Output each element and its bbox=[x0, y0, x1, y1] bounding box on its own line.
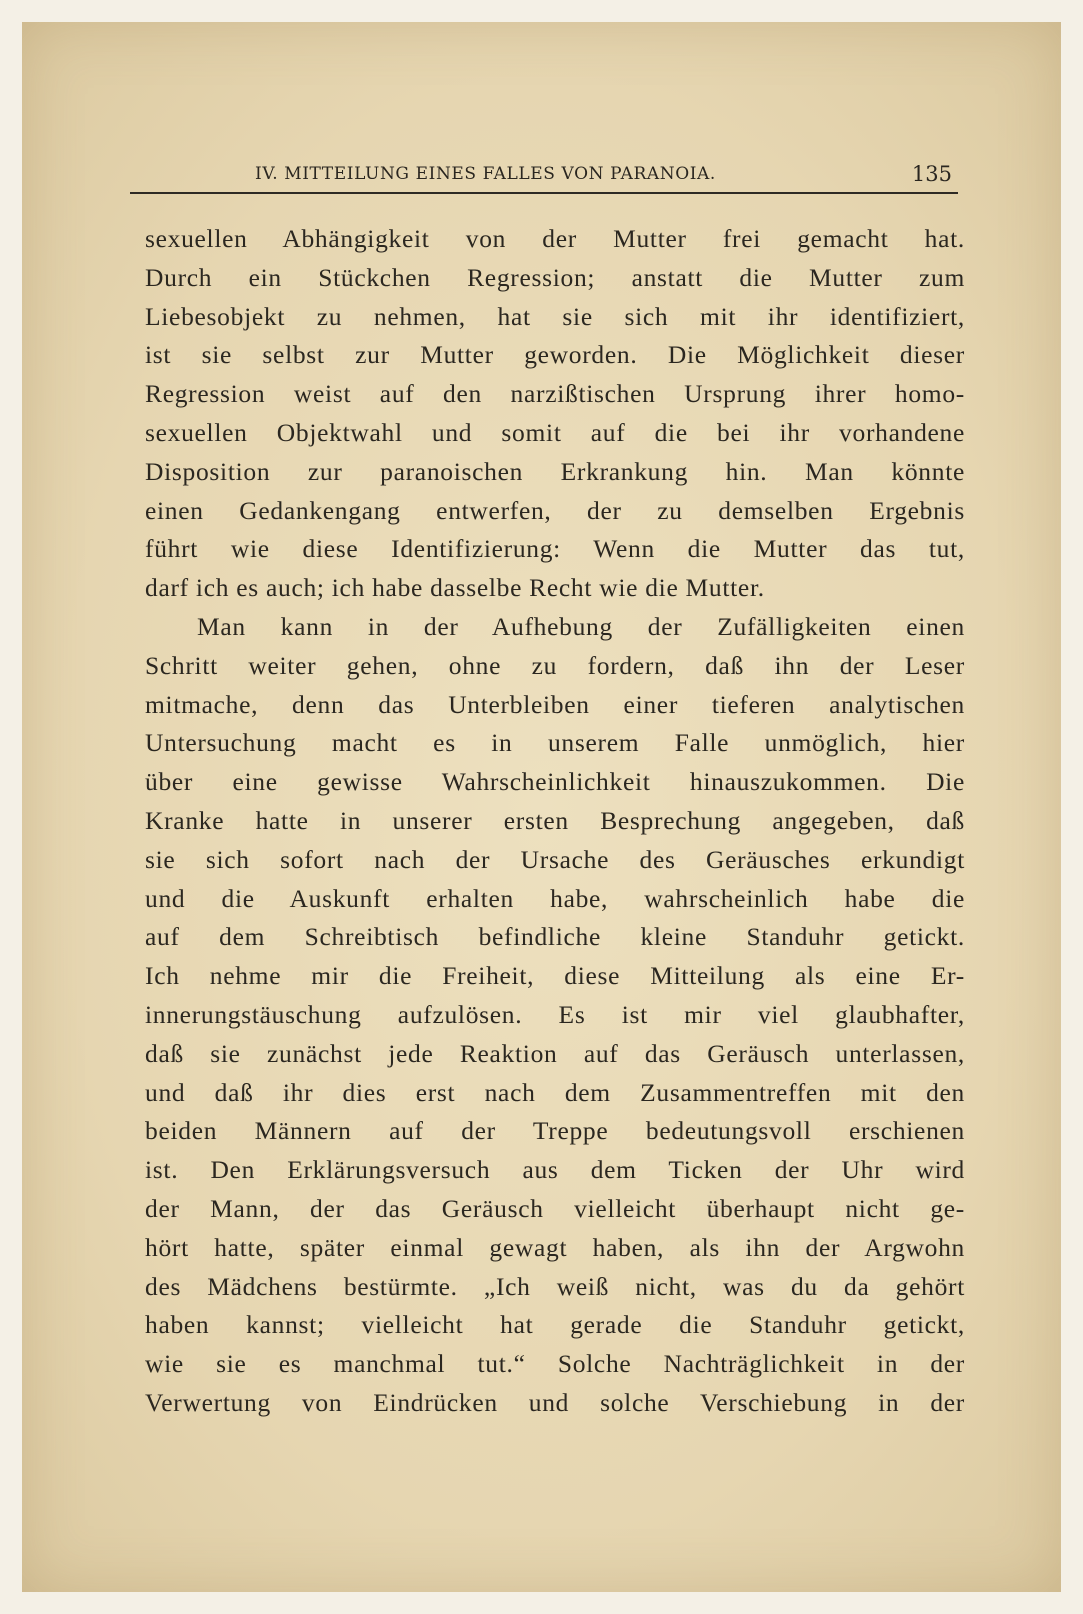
text-line: sie sich sofort nach der Ursache des Geräusches erkundigt bbox=[145, 844, 965, 874]
book-page bbox=[22, 22, 1061, 1592]
text-line: Disposition zur paranoischen Erkrankung hin. Man könnte bbox=[145, 456, 965, 486]
text-line: ist sie selbst zur Mutter geworden. Die Möglichkeit dieser bbox=[145, 340, 965, 370]
text-line: und daß ihr dies erst nach dem Zusammentreffen mit den bbox=[145, 1077, 965, 1107]
text-line: Ich nehme mir die Freiheit, diese Mitteilung als eine Er- bbox=[145, 961, 965, 991]
page-number: 135 bbox=[911, 162, 952, 186]
text-line: Verwertung von Eindrücken und solche Verschiebung in der bbox=[145, 1387, 965, 1417]
text-line: führt wie diese Identifizierung: Wenn die Mutter das tut, bbox=[145, 534, 965, 564]
text-line: über eine gewisse Wahrscheinlichkeit hinauszukommen. Die bbox=[145, 767, 965, 797]
text-line: haben kannst; vielleicht hat gerade die Standuhr getickt, bbox=[145, 1310, 965, 1340]
text-line: sexuellen Objektwahl und somit auf die bei ihr vorhandene bbox=[145, 417, 965, 447]
text-line: beiden Männern auf der Treppe bedeutungsvoll erschienen bbox=[145, 1116, 965, 1146]
text-line: wie sie es manchmal tut.“ Solche Nachträglichkeit in der bbox=[145, 1349, 965, 1379]
text-line: Liebesobjekt zu nehmen, hat sie sich mit ihr identifiziert, bbox=[145, 301, 965, 331]
text-line: hört hatte, später einmal gewagt haben, als ihn der Argwohn bbox=[145, 1232, 965, 1262]
text-line: sexuellen Abhängigkeit von der Mutter frei gemacht hat. bbox=[145, 224, 965, 253]
text-line: und die Auskunft erhalten habe, wahrscheinlich habe die bbox=[145, 883, 965, 913]
text-line: Man kann in der Aufhebung der Zufälligkeiten einen bbox=[197, 611, 965, 641]
running-title: IV. MITTEILUNG EINES FALLES VON PARANOIA. bbox=[255, 164, 716, 184]
text-line: darf ich es auch; ich habe dasselbe Recht wie die Mutter. bbox=[145, 573, 765, 603]
text-line: Schritt weiter gehen, ohne zu fordern, daß ihn der Leser bbox=[145, 650, 965, 680]
text-line: mitmache, denn das Unterbleiben einer tieferen analytischen bbox=[145, 689, 965, 719]
text-line: innerungstäuschung aufzulösen. Es ist mir viel glaubhafter, bbox=[145, 999, 965, 1029]
running-header bbox=[130, 160, 958, 194]
text-line: Untersuchung macht es in unserem Falle unmöglich, hier bbox=[145, 728, 965, 758]
text-line: einen Gedankengang entwerfen, der zu demselben Ergebnis bbox=[145, 495, 965, 525]
text-line: daß sie zunächst jede Reaktion auf das Geräusch unterlassen, bbox=[145, 1038, 965, 1068]
text-line: ist. Den Erklärungsversuch aus dem Ticken der Uhr wird bbox=[145, 1155, 965, 1185]
text-line: Durch ein Stückchen Regression; anstatt die Mutter zum bbox=[145, 262, 965, 292]
text-line: des Mädchens bestürmte. „Ich weiß nicht, was du da gehört bbox=[145, 1271, 965, 1301]
text-line: Kranke hatte in unserer ersten Besprechung angegeben, daß bbox=[145, 805, 965, 835]
body-text bbox=[145, 220, 965, 1423]
text-line: der Mann, der das Geräusch vielleicht überhaupt nicht ge- bbox=[145, 1193, 965, 1223]
text-line: Regression weist auf den narzißtischen Ursprung ihrer homo- bbox=[145, 379, 965, 409]
text-line: auf dem Schreibtisch befindliche kleine Standuhr getickt. bbox=[145, 922, 965, 952]
